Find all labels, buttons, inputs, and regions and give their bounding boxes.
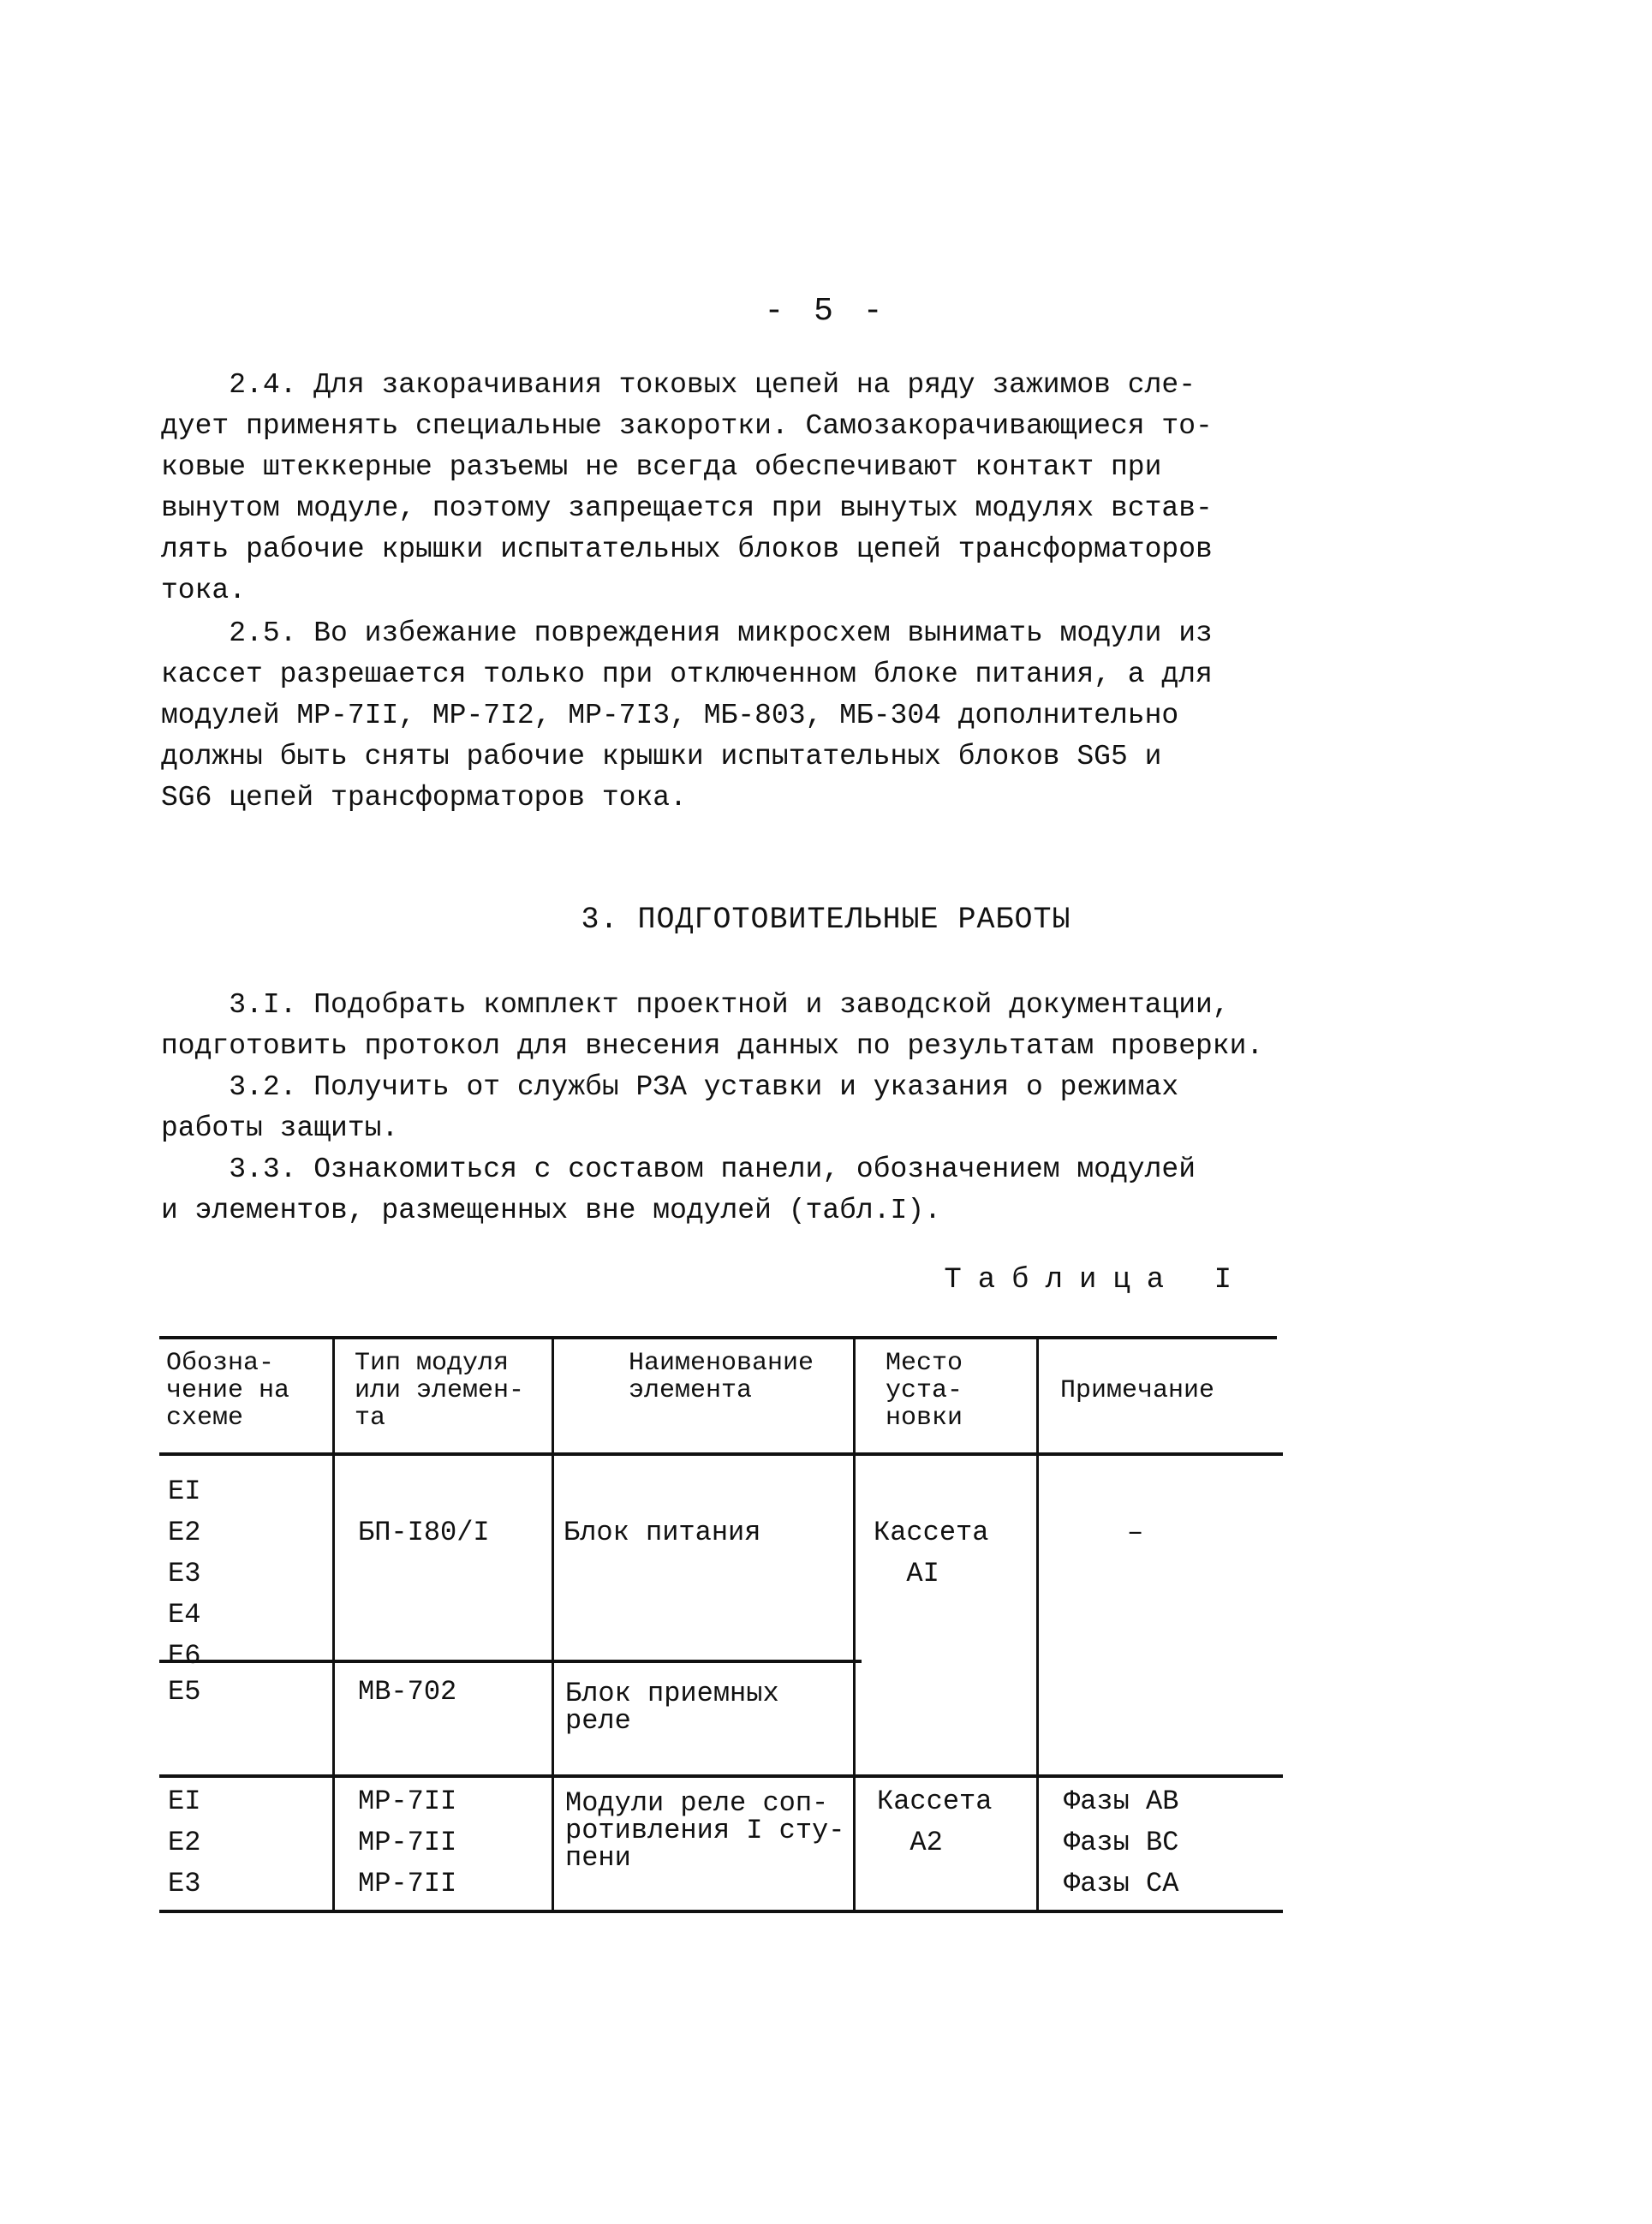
table-caption: Таблица I [944, 1264, 1248, 1297]
paragraph-3-3: 3.3. Ознакомиться с составом панели, обозначением модулей и элементов, размещенных вне модулей (табл.I). [161, 1154, 1196, 1226]
group2-type: МВ-702 [358, 1676, 457, 1708]
table-bottom-rule [159, 1910, 1283, 1913]
header-place: Место уста- новки [886, 1349, 963, 1433]
table-group-rule [159, 1660, 862, 1663]
group3-notes: Фазы АВ Фазы ВС Фазы СА [1064, 1786, 1179, 1899]
header-name: Наименование элемента [629, 1349, 814, 1405]
table-top-rule [159, 1336, 1277, 1339]
group3-name: Модули реле соп- ротивления I сту- пени [565, 1787, 845, 1874]
header-note: Примечание [1060, 1376, 1215, 1405]
group3-types: МР-7II МР-7II МР-7II [358, 1786, 457, 1899]
table-header-rule [159, 1452, 1283, 1456]
group1-designations: EI E2 E3 E4 E6 [168, 1476, 201, 1672]
header-type: Тип модуля или элемен- та [355, 1349, 525, 1433]
group1-type: БП-I80/I [358, 1517, 490, 1548]
header-designation: Обозна- чение на схеме [166, 1349, 290, 1433]
column-divider [552, 1336, 554, 1911]
column-divider [1036, 1336, 1039, 1911]
page-number: - 5 - [764, 293, 888, 330]
paragraph-3-1: 3.I. Подобрать комплект проектной и заводской документации, подготовить протокол для внесения данных по результатам проверки. [161, 989, 1264, 1062]
paragraph-2-4: 2.4. Для закорачивания токовых цепей на ряду зажимов сле- дует применять специальные закоротки. Самозакорачивающиеся то- ковые штеккерные разъемы не всегда обеспечивают контакт при вынутом модуле, поэтому запрещается при вынутых модулях встав- лять рабочие крышки испытательных блоков цепей трансформаторов тока. [161, 369, 1213, 606]
group1-place: Кассета AI [874, 1517, 989, 1589]
group1-note: – [1127, 1517, 1144, 1548]
group2-name: Блок приемных реле [565, 1678, 779, 1737]
table-group-rule [159, 1774, 1283, 1778]
group2-designations: E5 [168, 1676, 201, 1708]
section-heading: 3. ПОДГОТОВИТЕЛЬНЫЕ РАБОТЫ [581, 903, 1071, 937]
group3-designations: EI E2 E3 [168, 1786, 201, 1899]
group3-place: Кассета A2 [877, 1786, 993, 1858]
group1-name: Блок питания [564, 1517, 761, 1548]
column-divider [332, 1336, 335, 1911]
paragraph-2-5: 2.5. Во избежание повреждения микросхем вынимать модули из кассет разрешается только при отключенном блоке питания, а для модулей МР-7II, МР-7I2, МР-7I3, МБ-803, МБ-304 дополнительно должны быть сняты рабочие крышки испытательных блоков SG5 и SG6 цепей трансформаторов тока. [161, 617, 1213, 814]
paragraph-3-2: 3.2. Получить от службы РЗА уставки и указания о режимах работы защиты. [161, 1071, 1179, 1144]
column-divider [853, 1336, 856, 1911]
